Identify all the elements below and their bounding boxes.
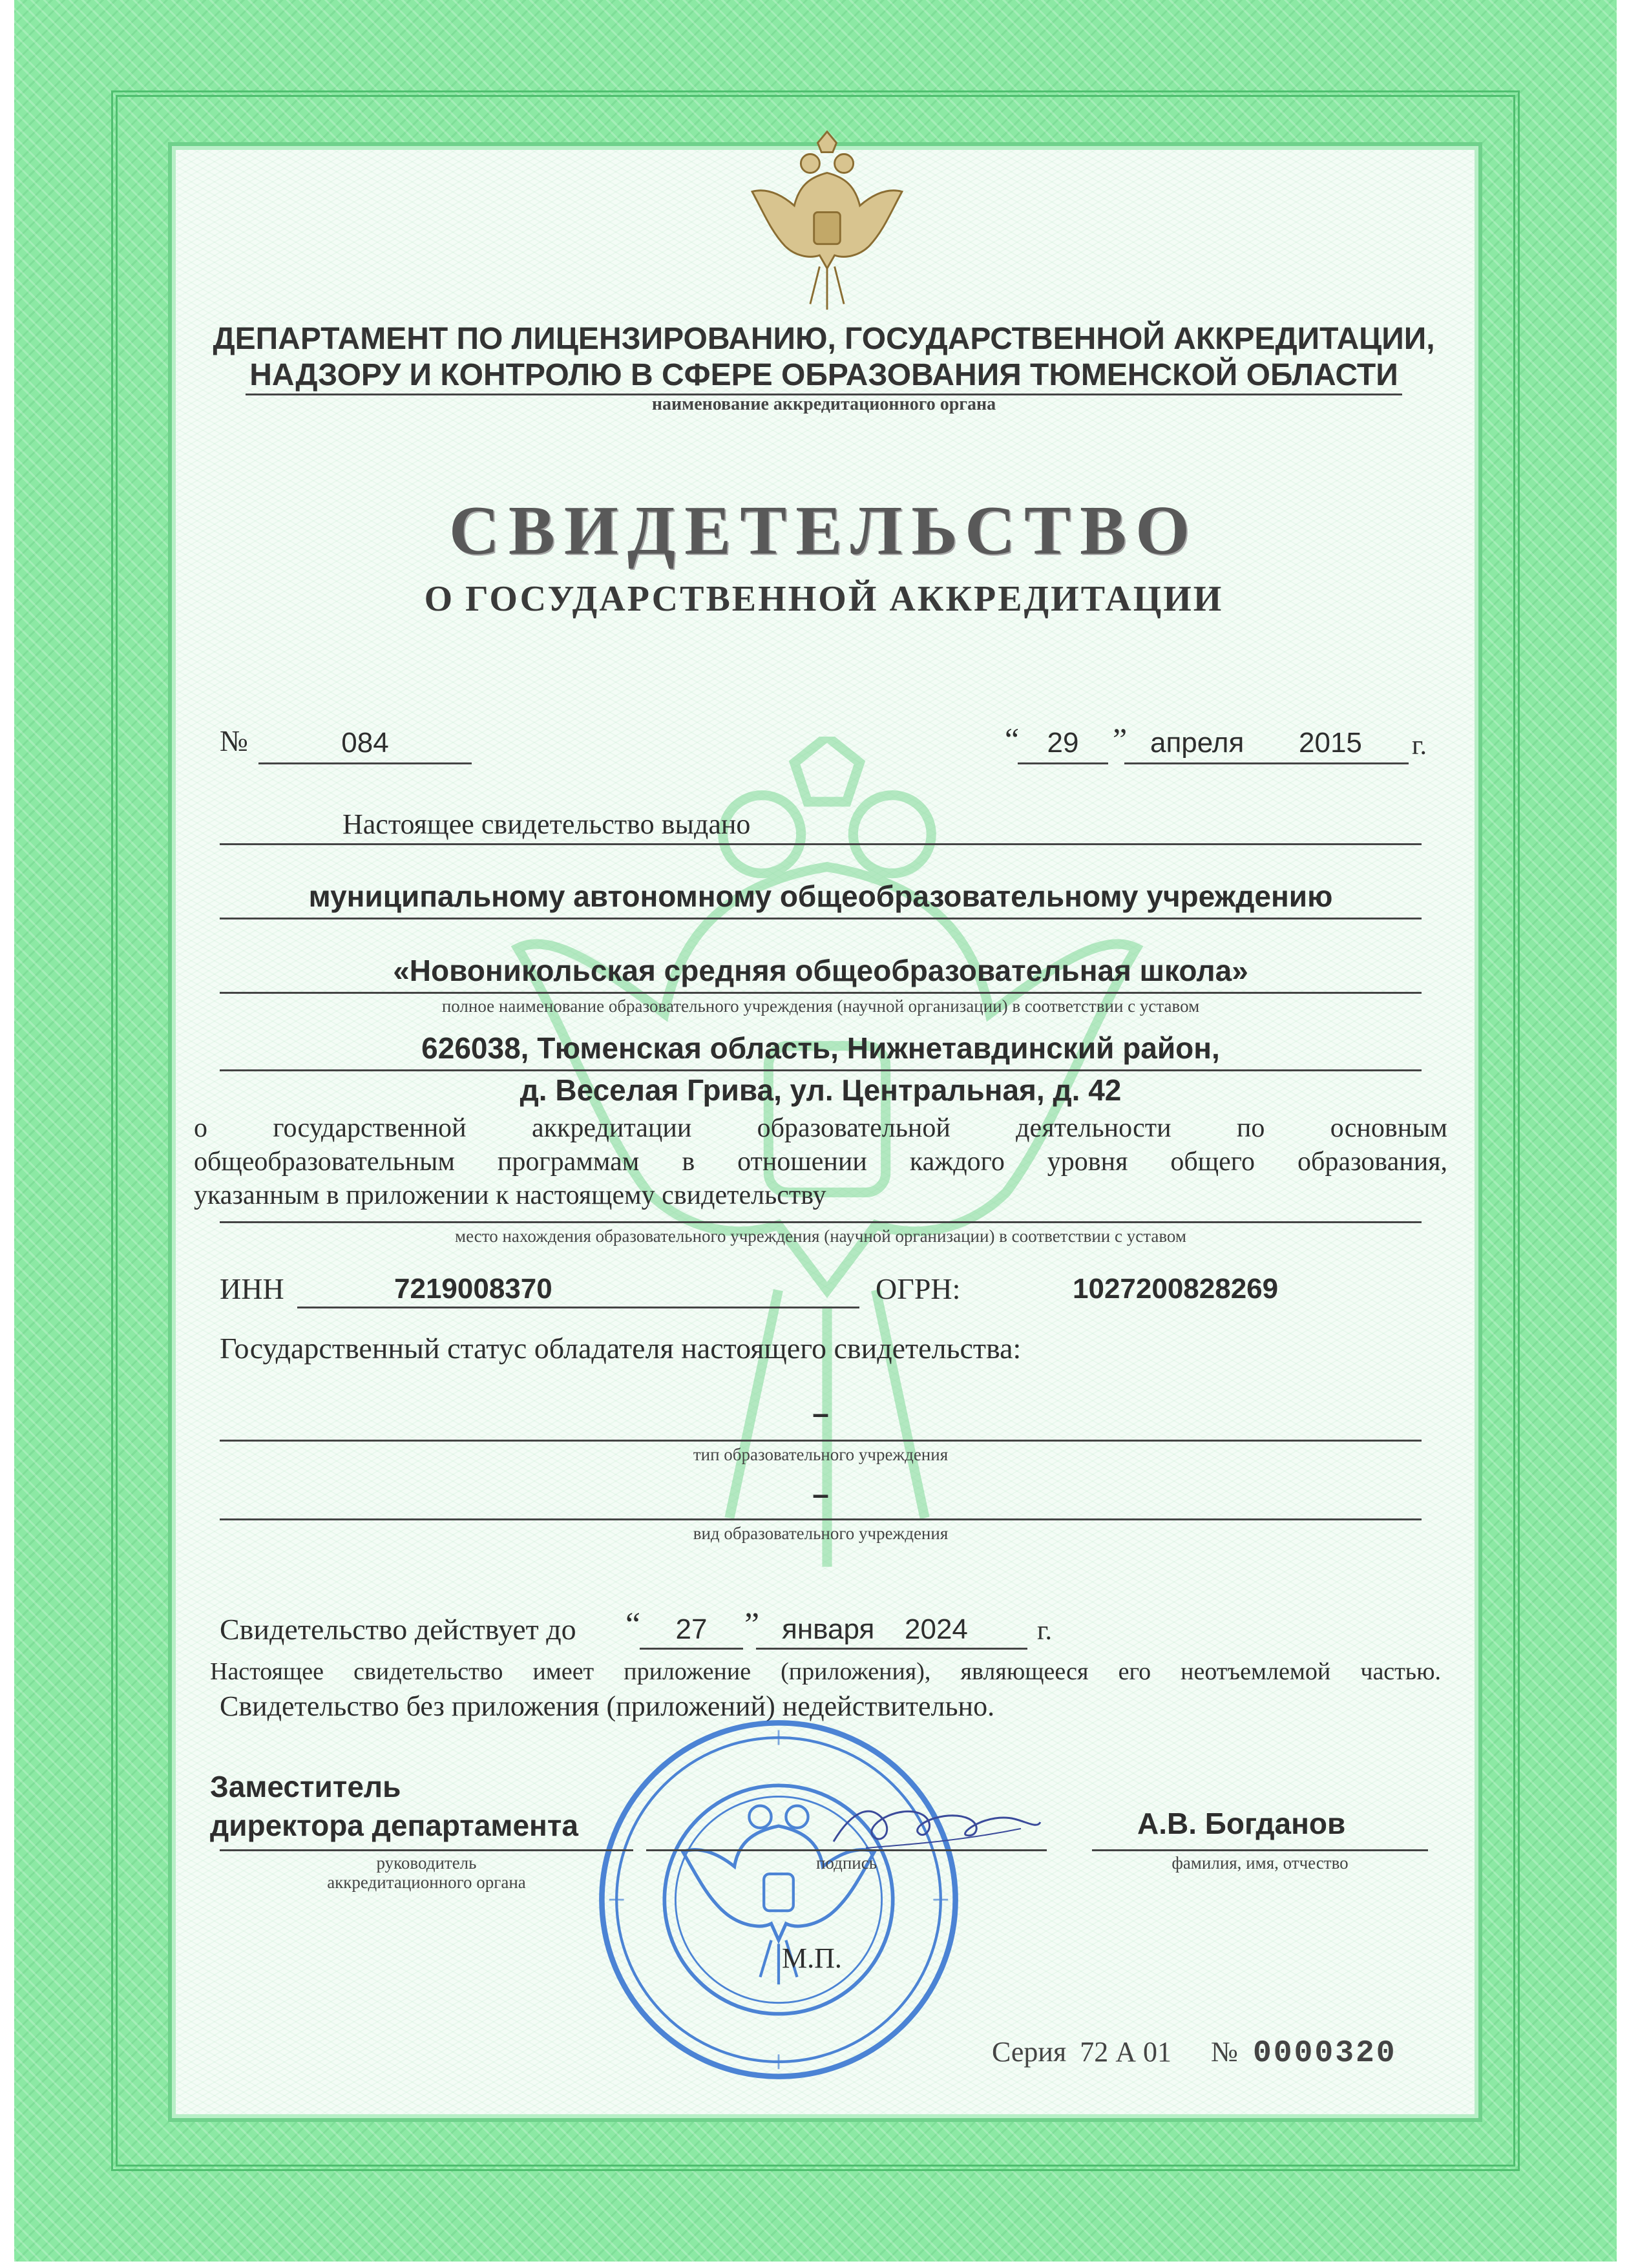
number-label: № xyxy=(220,724,248,757)
series-number-value: 0000320 xyxy=(1252,2036,1397,2071)
inn-label: ИНН xyxy=(220,1272,284,1305)
appendix-note: Настоящее свидетельство имеет приложение (приложения), являющееся его неотъемлемой частью. xyxy=(210,1658,1441,1685)
validity-month: января xyxy=(782,1613,875,1645)
institution-type-value: – xyxy=(812,1396,829,1430)
signer-name-caption: фамилия, имя, отчество xyxy=(1171,1853,1349,1873)
signer-position-line2: директора департамента xyxy=(210,1809,578,1842)
authority-name-line2: НАДЗОРУ И КОНТРОЛЮ В СФЕРЕ ОБРАЗОВАНИЯ ТЮМЕНСКОЙ ОБЛАСТИ xyxy=(246,357,1402,395)
address-line1: 626038, Тюменская область, Нижнетавдинский район, xyxy=(421,1031,1220,1065)
certificate-number: 084 xyxy=(341,727,389,759)
date-suffix: г. xyxy=(1412,731,1427,761)
validity-suffix: г. xyxy=(1037,1616,1052,1646)
certificate-title: СВИДЕТЕЛЬСТВО xyxy=(448,492,1199,569)
authority-caption: наименование аккредитационного органа xyxy=(651,394,996,414)
validity-year: 2024 xyxy=(905,1613,968,1645)
certificate-subtitle: О ГОСУДАРСТВЕННОЙ АККРЕДИТАЦИИ xyxy=(424,579,1224,619)
validity-label: Свидетельство действует до xyxy=(220,1613,576,1646)
ogrn-label: ОГРН: xyxy=(876,1272,961,1305)
date-close-quote: ” xyxy=(1113,721,1128,757)
institution-kind-caption: вид образовательного учреждения xyxy=(693,1524,949,1543)
date-month: апреля xyxy=(1150,727,1245,759)
address-caption: место нахождения образовательного учреждения (научной организации) в соответствии с уставом xyxy=(455,1226,1186,1246)
date-day: 29 xyxy=(1047,727,1079,759)
issued-intro: Настоящее свидетельство выдано xyxy=(342,808,751,840)
inn-value: 7219008370 xyxy=(394,1273,552,1305)
signer-name: А.В. Богданов xyxy=(1137,1807,1346,1840)
official-seal-icon xyxy=(594,1716,963,2084)
organization-name: «Новоникольская средняя общеобразовательная школа» xyxy=(393,954,1248,987)
organization-type: муниципальному автономному общеобразовательному учреждению xyxy=(308,879,1333,913)
institution-kind-value: – xyxy=(812,1477,829,1511)
validity-day: 27 xyxy=(675,1613,708,1645)
ogrn-value: 1027200828269 xyxy=(1073,1273,1279,1305)
signer-position-line1: Заместитель xyxy=(210,1770,401,1803)
status-label: Государственный статус обладателя настоящего свидетельства: xyxy=(220,1332,1022,1365)
stamp-place-label: М.П. xyxy=(782,1942,842,1974)
signer-position-caption-line2: аккредитационного органа xyxy=(327,1873,526,1892)
series-value: 72 А 01 xyxy=(1080,2036,1171,2068)
date-open-quote: “ xyxy=(1005,721,1020,757)
validity-open-quote: “ xyxy=(625,1606,641,1643)
series-number-label: № xyxy=(1210,2036,1238,2068)
signature-caption: подпись xyxy=(815,1853,877,1873)
activity-line2: общеобразовательным программам в отношении каждого уровня общего образования, xyxy=(194,1147,1447,1177)
institution-type-caption: тип образовательного учреждения xyxy=(693,1445,949,1464)
authority-name-line1: ДЕПАРТАМЕНТ ПО ЛИЦЕНЗИРОВАНИЮ, ГОСУДАРСТВЕННОЙ АККРЕДИТАЦИИ, xyxy=(213,322,1435,356)
series-label: Серия xyxy=(992,2036,1067,2068)
activity-line3: указанным в приложении к настоящему свидетельству xyxy=(194,1181,826,1210)
signer-position-caption-line1: руководитель xyxy=(376,1853,477,1873)
invalid-without-appendix-note: Свидетельство без приложения (приложений) недействительно. xyxy=(220,1690,995,1722)
organization-name-caption: полное наименование образовательного учреждения (научной организации) в соответствии с уставом xyxy=(441,996,1200,1016)
date-year: 2015 xyxy=(1299,727,1362,759)
activity-line1: о государственной аккредитации образовательной деятельности по основным xyxy=(194,1113,1447,1143)
eagle-emblem-icon xyxy=(730,126,924,313)
address-line2: д. Веселая Грива, ул. Центральная, д. 42 xyxy=(520,1073,1122,1107)
validity-close-quote: ” xyxy=(744,1606,760,1643)
